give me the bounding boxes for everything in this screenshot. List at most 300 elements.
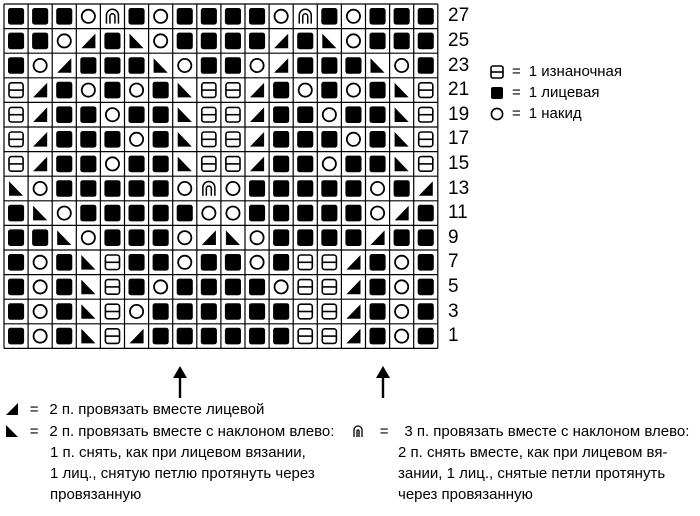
knit-stitch	[201, 254, 217, 271]
knit-stitch	[370, 106, 386, 123]
note-ssk-line: 1 п. снять, как при лицевом вязании,	[50, 444, 306, 461]
knit-stitch	[345, 106, 361, 123]
yarn-over	[178, 182, 191, 195]
yarn-over	[130, 133, 143, 146]
purl-stitch	[202, 107, 216, 122]
knit-stitch	[273, 303, 289, 320]
yarn-over	[395, 305, 408, 318]
yarn-over	[178, 256, 191, 269]
knit-stitch	[394, 33, 410, 50]
row-number: 21	[448, 79, 470, 101]
knit-stitch	[370, 131, 386, 148]
yarn-over	[250, 231, 263, 244]
knit-stitch	[249, 328, 265, 345]
ssk-stitch	[81, 255, 95, 270]
knit-stitch	[153, 328, 169, 345]
note-ssk-line: 2 п. провязать вместе с наклоном влево:	[49, 423, 335, 440]
k2tog-stitch	[57, 58, 71, 73]
knit-stitch	[370, 156, 386, 173]
legend-yarn-over	[490, 105, 582, 123]
knit-stitch	[418, 279, 434, 296]
yarn-over	[323, 108, 336, 121]
knit-stitch	[225, 8, 241, 25]
purl-symbol-icon	[490, 65, 504, 79]
knit-stitch	[249, 279, 265, 296]
yarn-over	[250, 256, 263, 269]
yarn-over	[250, 59, 263, 72]
knit-stitch	[153, 205, 169, 222]
knit-stitch	[153, 82, 169, 99]
k2tog-stitch	[33, 132, 47, 147]
yarn-over	[82, 10, 95, 23]
knit-stitch	[321, 57, 337, 74]
legend-knit-text: 1 лицевая	[528, 84, 600, 101]
yarn-over	[178, 231, 191, 244]
knit-stitch	[418, 33, 434, 50]
knit-stitch	[56, 303, 72, 320]
yarn-over	[130, 84, 143, 97]
knit-stitch	[249, 8, 265, 25]
note-sk2p-line: через провязанную	[398, 486, 533, 503]
yarn-over	[395, 330, 408, 343]
knit-stitch	[321, 229, 337, 246]
yarn-over	[347, 10, 360, 23]
knit-stitch	[32, 229, 48, 246]
knit-stitch	[8, 328, 24, 345]
knit-stitch	[32, 33, 48, 50]
sk2p-stitch	[203, 182, 215, 196]
row-number: 17	[448, 128, 470, 150]
legend-purl	[490, 63, 622, 81]
knit-stitch	[225, 254, 241, 271]
knit-symbol-icon	[490, 86, 504, 100]
knit-stitch	[104, 82, 120, 99]
purl-stitch	[226, 83, 240, 98]
purl-stitch	[298, 329, 312, 344]
knit-stitch	[80, 106, 96, 123]
row-number: 13	[448, 177, 470, 199]
purl-stitch	[9, 107, 23, 122]
knit-stitch	[177, 205, 193, 222]
knit-stitch	[418, 229, 434, 246]
knit-stitch	[104, 57, 120, 74]
note-ssk	[5, 422, 334, 441]
purl-stitch	[419, 157, 433, 172]
knit-stitch	[273, 254, 289, 271]
legend-knit	[490, 84, 599, 102]
ssk-stitch	[9, 181, 23, 196]
knit-stitch	[177, 8, 193, 25]
knit-stitch	[297, 229, 313, 246]
note-sk2p-line: 3 п. провязать вместе с наклоном влево:	[404, 423, 690, 440]
purl-stitch	[226, 157, 240, 172]
ssk-stitch	[322, 34, 336, 49]
purl-stitch	[9, 157, 23, 172]
knit-stitch	[297, 205, 313, 222]
k2tog-stitch	[250, 83, 264, 98]
legend-equals: =	[512, 63, 521, 80]
note-equals: =	[29, 423, 39, 440]
purl-stitch	[419, 107, 433, 122]
k2tog-stitch	[250, 132, 264, 147]
knit-stitch	[8, 254, 24, 271]
knit-stitch	[129, 205, 145, 222]
sk2p-stitch	[106, 9, 118, 23]
knit-stitch	[297, 33, 313, 50]
ssk-stitch	[395, 83, 409, 98]
knit-stitch	[273, 328, 289, 345]
knit-stitch	[56, 328, 72, 345]
purl-stitch	[322, 329, 336, 344]
knit-stitch	[8, 229, 24, 246]
row-number: 25	[448, 29, 470, 51]
ssk-stitch	[226, 230, 240, 245]
k2tog-stitch	[250, 157, 264, 172]
knit-stitch	[249, 205, 265, 222]
row-number: 9	[448, 226, 459, 248]
knit-stitch	[177, 279, 193, 296]
purl-stitch	[202, 132, 216, 147]
stitch-notes	[0, 400, 700, 516]
knit-stitch	[153, 156, 169, 173]
k2tog-stitch	[346, 255, 360, 270]
knit-stitch	[321, 8, 337, 25]
knit-stitch	[201, 279, 217, 296]
knit-stitch	[273, 229, 289, 246]
knit-stitch	[394, 229, 410, 246]
knit-stitch	[225, 303, 241, 320]
yarn-over	[299, 84, 312, 97]
row-number: 1	[448, 325, 459, 347]
knit-stitch	[297, 106, 313, 123]
knit-stitch	[297, 131, 313, 148]
k2tog-stitch	[346, 329, 360, 344]
knit-stitch	[370, 33, 386, 50]
k2tog-stitch	[33, 83, 47, 98]
knit-stitch	[8, 303, 24, 320]
yarn-over	[395, 256, 408, 269]
ssk-stitch	[130, 34, 144, 49]
knit-stitch	[177, 328, 193, 345]
row-number: 19	[448, 103, 470, 125]
yarn-over	[347, 34, 360, 47]
knit-stitch	[321, 205, 337, 222]
yarn-over	[34, 59, 47, 72]
knit-stitch	[249, 180, 265, 197]
knit-stitch	[321, 82, 337, 99]
knit-stitch	[321, 180, 337, 197]
knit-stitch	[345, 180, 361, 197]
yarn-over	[275, 10, 288, 23]
row-number: 23	[448, 54, 470, 76]
knit-stitch	[418, 57, 434, 74]
k2tog-stitch	[395, 206, 409, 221]
knit-stitch	[273, 82, 289, 99]
purl-stitch	[298, 304, 312, 319]
purl-stitch	[9, 83, 23, 98]
knit-stitch	[345, 205, 361, 222]
ssk-stitch	[81, 304, 95, 319]
yarn-over	[58, 207, 71, 220]
row-number: 5	[448, 275, 459, 297]
knit-stitch	[345, 229, 361, 246]
yarn-over-symbol-icon	[490, 107, 504, 121]
k2tog-stitch	[33, 107, 47, 122]
note-k2tog-text: 2 п. провязать вместе лицевой	[49, 401, 265, 418]
knit-stitch	[418, 254, 434, 271]
knit-stitch	[370, 254, 386, 271]
yarn-over	[34, 280, 47, 293]
ssk-stitch	[395, 132, 409, 147]
knit-stitch	[104, 180, 120, 197]
knit-stitch	[249, 33, 265, 50]
knit-stitch	[153, 106, 169, 123]
yarn-over	[82, 84, 95, 97]
knit-stitch	[56, 279, 72, 296]
k2tog-stitch	[250, 107, 264, 122]
legend-purl-text: 1 изнаночная	[528, 63, 623, 80]
yarn-over	[323, 157, 336, 170]
knit-stitch	[370, 328, 386, 345]
purl-stitch	[105, 304, 119, 319]
legend-yarn-over-text: 1 накид	[528, 105, 582, 122]
ssk-stitch	[178, 132, 192, 147]
k2tog-stitch	[130, 329, 144, 344]
note-equals: =	[379, 423, 389, 440]
knit-stitch	[129, 279, 145, 296]
note-ssk-line: 1 лиц., снятую петлю протянуть через	[50, 465, 315, 482]
knit-stitch	[297, 156, 313, 173]
knit-stitch	[56, 8, 72, 25]
purl-stitch	[226, 132, 240, 147]
knit-stitch	[8, 57, 24, 74]
knit-stitch	[418, 303, 434, 320]
knit-stitch	[297, 57, 313, 74]
yarn-over	[82, 231, 95, 244]
yarn-over	[154, 280, 167, 293]
knit-stitch	[394, 8, 410, 25]
row-number: 15	[448, 152, 470, 174]
sk2p-stitch	[299, 9, 311, 23]
note-k2tog	[5, 400, 264, 419]
knit-stitch	[418, 8, 434, 25]
knit-stitch	[153, 131, 169, 148]
ssk-stitch	[178, 157, 192, 172]
knit-stitch	[129, 254, 145, 271]
knit-stitch	[104, 229, 120, 246]
knit-stitch	[56, 180, 72, 197]
row-number: 27	[448, 5, 470, 27]
yarn-over	[34, 256, 47, 269]
ssk-stitch	[371, 58, 385, 73]
knitting-chart	[0, 0, 446, 362]
knit-stitch	[177, 33, 193, 50]
knit-stitch	[225, 279, 241, 296]
note-sk2p-line: зании, 1 лиц., снятые петли протянуть	[398, 465, 666, 482]
knit-stitch	[8, 33, 24, 50]
knit-stitch	[56, 254, 72, 271]
ssk-symbol-icon	[5, 424, 19, 438]
knit-stitch	[8, 8, 24, 25]
yarn-over	[154, 10, 167, 23]
yarn-over	[154, 34, 167, 47]
k2tog-stitch	[202, 230, 216, 245]
row-number: 7	[448, 251, 459, 273]
ssk-stitch	[178, 83, 192, 98]
knit-stitch	[32, 8, 48, 25]
yarn-over	[226, 207, 239, 220]
ssk-stitch	[57, 230, 71, 245]
knit-stitch	[104, 33, 120, 50]
purl-stitch	[202, 83, 216, 98]
knit-stitch	[56, 82, 72, 99]
ssk-stitch	[81, 280, 95, 295]
knit-stitch	[129, 229, 145, 246]
purl-stitch	[105, 280, 119, 295]
purl-stitch	[322, 304, 336, 319]
yarn-over	[130, 305, 143, 318]
sk2p-symbol-icon	[352, 424, 364, 438]
purl-stitch	[105, 255, 119, 270]
purl-stitch	[298, 255, 312, 270]
yarn-over	[34, 305, 47, 318]
knit-stitch	[370, 279, 386, 296]
knit-stitch	[273, 156, 289, 173]
knit-stitch	[273, 131, 289, 148]
knit-stitch	[418, 328, 434, 345]
ssk-stitch	[154, 58, 168, 73]
knit-stitch	[153, 254, 169, 271]
knit-stitch	[345, 156, 361, 173]
purl-stitch	[226, 107, 240, 122]
k2tog-stitch	[419, 181, 433, 196]
note-sk2p-line: 2 п. снять вместе, как при лицевом вя-	[398, 444, 668, 461]
knit-stitch	[80, 57, 96, 74]
knit-stitch	[201, 328, 217, 345]
k2tog-stitch	[346, 280, 360, 295]
purl-stitch	[202, 157, 216, 172]
knit-stitch	[418, 205, 434, 222]
knit-stitch	[104, 131, 120, 148]
knit-stitch	[321, 131, 337, 148]
knit-stitch	[153, 303, 169, 320]
knit-stitch	[249, 303, 265, 320]
yarn-over	[226, 182, 239, 195]
purl-stitch	[322, 255, 336, 270]
yarn-over	[395, 59, 408, 72]
knit-stitch	[273, 180, 289, 197]
yarn-over	[34, 330, 47, 343]
knit-stitch	[129, 106, 145, 123]
knit-stitch	[153, 229, 169, 246]
legend-equals: =	[512, 105, 521, 122]
purl-stitch	[419, 83, 433, 98]
knit-stitch	[345, 57, 361, 74]
knit-stitch	[104, 205, 120, 222]
knit-stitch	[153, 180, 169, 197]
k2tog-stitch	[371, 230, 385, 245]
purl-stitch	[298, 280, 312, 295]
ssk-stitch	[81, 329, 95, 344]
knit-stitch	[129, 8, 145, 25]
ssk-stitch	[395, 157, 409, 172]
arrow-up-icon	[375, 366, 391, 398]
k2tog-stitch	[81, 34, 95, 49]
purl-stitch	[105, 329, 119, 344]
knit-stitch	[201, 57, 217, 74]
yarn-over	[347, 84, 360, 97]
yarn-over	[178, 59, 191, 72]
yarn-over	[34, 182, 47, 195]
knit-stitch	[273, 205, 289, 222]
knit-stitch	[80, 156, 96, 173]
yarn-over	[371, 207, 384, 220]
yarn-over	[106, 108, 119, 121]
knit-stitch	[56, 106, 72, 123]
k2tog-symbol-icon	[5, 402, 19, 416]
knit-stitch	[129, 180, 145, 197]
yarn-over	[106, 157, 119, 170]
knit-stitch	[80, 180, 96, 197]
knit-stitch	[225, 328, 241, 345]
yarn-over	[202, 207, 215, 220]
knit-stitch	[370, 82, 386, 99]
knit-stitch	[177, 303, 193, 320]
purl-stitch	[9, 132, 23, 147]
k2tog-stitch	[274, 58, 288, 73]
yarn-over	[347, 133, 360, 146]
ssk-stitch	[395, 107, 409, 122]
knit-stitch	[8, 279, 24, 296]
purl-stitch	[419, 132, 433, 147]
knit-stitch	[8, 205, 24, 222]
knit-stitch	[201, 303, 217, 320]
purl-stitch	[322, 280, 336, 295]
knit-stitch	[201, 8, 217, 25]
yarn-over	[395, 280, 408, 293]
knit-stitch	[225, 57, 241, 74]
k2tog-stitch	[274, 34, 288, 49]
knit-stitch	[370, 303, 386, 320]
knit-stitch	[225, 33, 241, 50]
knit-stitch	[370, 8, 386, 25]
knit-stitch	[129, 156, 145, 173]
note-equals: =	[29, 401, 39, 418]
yarn-over	[58, 34, 71, 47]
knit-stitch	[273, 106, 289, 123]
knit-stitch	[80, 205, 96, 222]
legend-equals: =	[512, 84, 521, 101]
knit-stitch	[394, 180, 410, 197]
knit-stitch	[80, 131, 96, 148]
note-ssk-line: провязанную	[50, 486, 142, 503]
row-number: 3	[448, 300, 459, 322]
row-number: 11	[448, 202, 468, 224]
knit-stitch	[201, 33, 217, 50]
knit-stitch	[129, 57, 145, 74]
yarn-over	[371, 182, 384, 195]
note-sk2p	[352, 422, 689, 441]
k2tog-stitch	[346, 304, 360, 319]
knit-stitch	[56, 156, 72, 173]
knit-stitch	[56, 131, 72, 148]
k2tog-stitch	[33, 157, 47, 172]
knit-stitch	[297, 180, 313, 197]
arrow-up-icon	[172, 366, 188, 398]
ssk-stitch	[178, 107, 192, 122]
ssk-stitch	[33, 206, 47, 221]
yarn-over	[275, 280, 288, 293]
